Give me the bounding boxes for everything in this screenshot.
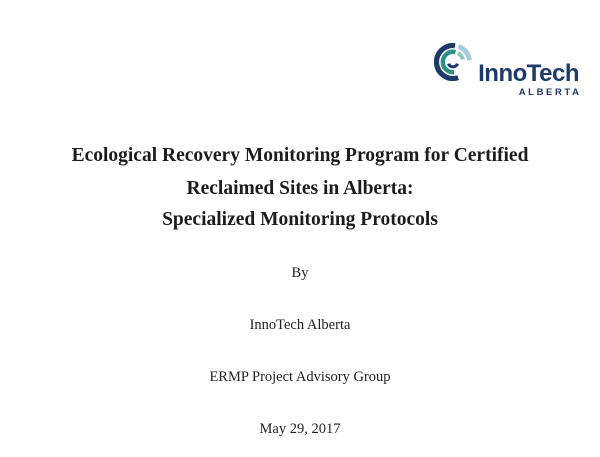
report-title (0, 139, 600, 236)
logo-region-label: ALBERTA (518, 87, 582, 98)
report-subtitle: Specialized Monitoring Protocols (162, 209, 438, 230)
logo-arc-seafoam (458, 53, 463, 60)
innotech-logo-icon (434, 36, 474, 89)
title-line-2: Reclaimed Sites in Alberta: (186, 178, 414, 199)
logo-wordmark (478, 60, 582, 98)
logo-smile-arc (449, 64, 458, 67)
byline-by-label: By (291, 265, 309, 281)
byline-date: May 29, 2017 (259, 421, 341, 437)
logo-company-name: InnoTech (478, 60, 579, 87)
logo-arc-teal (443, 52, 456, 72)
innotech-alberta-logo (434, 36, 582, 98)
byline-author: InnoTech Alberta (249, 317, 351, 333)
title-line-1: Ecological Recovery Monitoring Program for Certified (71, 145, 529, 166)
byline-advisory-group: ERMP Project Advisory Group (209, 369, 391, 385)
